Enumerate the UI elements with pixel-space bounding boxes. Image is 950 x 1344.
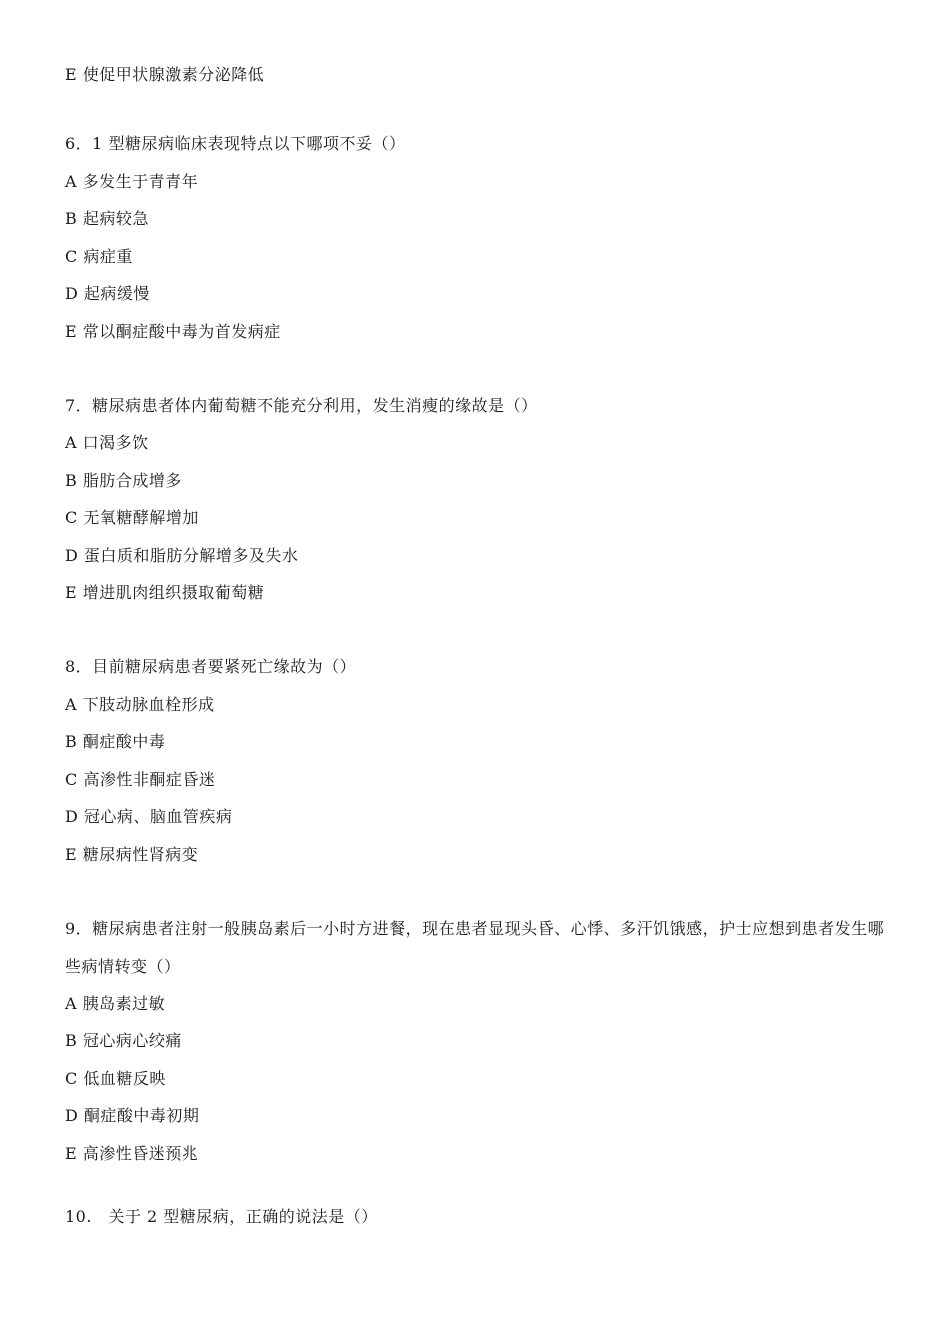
option-e-q6: E 常以酮症酸中毒为首发病症 [65,322,281,341]
option-b-q7: B 脂肪合成增多 [65,471,182,490]
option-a-q8: A 下肢动脉血栓形成 [65,695,215,714]
option-e-q9: E 高渗性昏迷预兆 [65,1144,199,1163]
option-a-q9: A 胰岛素过敏 [65,994,166,1013]
option-e-q5: E 使促甲状腺激素分泌降低 [65,65,265,84]
option-d-q8: D 冠心病、脑血管疾病 [65,807,233,826]
question-6: 6．1 型糖尿病临床表现特点以下哪项不妥（） [65,134,406,153]
option-b-q8: B 酮症酸中毒 [65,732,166,751]
option-c-q6: C 病症重 [65,247,133,266]
question-9: 9．糖尿病患者注射一般胰岛素后一小时方进餐，现在患者显现头昏、心悸、多汗饥饿感，护士应想到患者发生哪些病情转变（） [65,919,885,976]
option-e-q7: E 增进肌肉组织摄取葡萄糖 [65,583,265,602]
option-c-q8: C 高渗性非酮症昏迷 [65,770,216,789]
question-8: 8．目前糖尿病患者要紧死亡缘故为（） [65,657,357,676]
option-d-q6: D 起病缓慢 [65,284,150,303]
option-b-q6: B 起病较急 [65,209,149,228]
option-c-q7: C 无氧糖酵解增加 [65,508,199,527]
option-a-q7: A 口渴多饮 [65,433,149,452]
option-c-q9: C 低血糖反映 [65,1069,166,1088]
option-d-q9: D 酮症酸中毒初期 [65,1106,200,1125]
question-7: 7．糖尿病患者体内葡萄糖不能充分利用，发生消瘦的缘故是（） [65,396,538,415]
question-10: 10. 关于 2 型糖尿病，正确的说法是（） [65,1207,378,1226]
option-a-q6: A 多发生于青青年 [65,172,199,191]
option-d-q7: D 蛋白质和脂肪分解增多及失水 [65,546,299,565]
option-b-q9: B 冠心病心绞痛 [65,1031,182,1050]
option-e-q8: E 糖尿病性肾病变 [65,845,199,864]
